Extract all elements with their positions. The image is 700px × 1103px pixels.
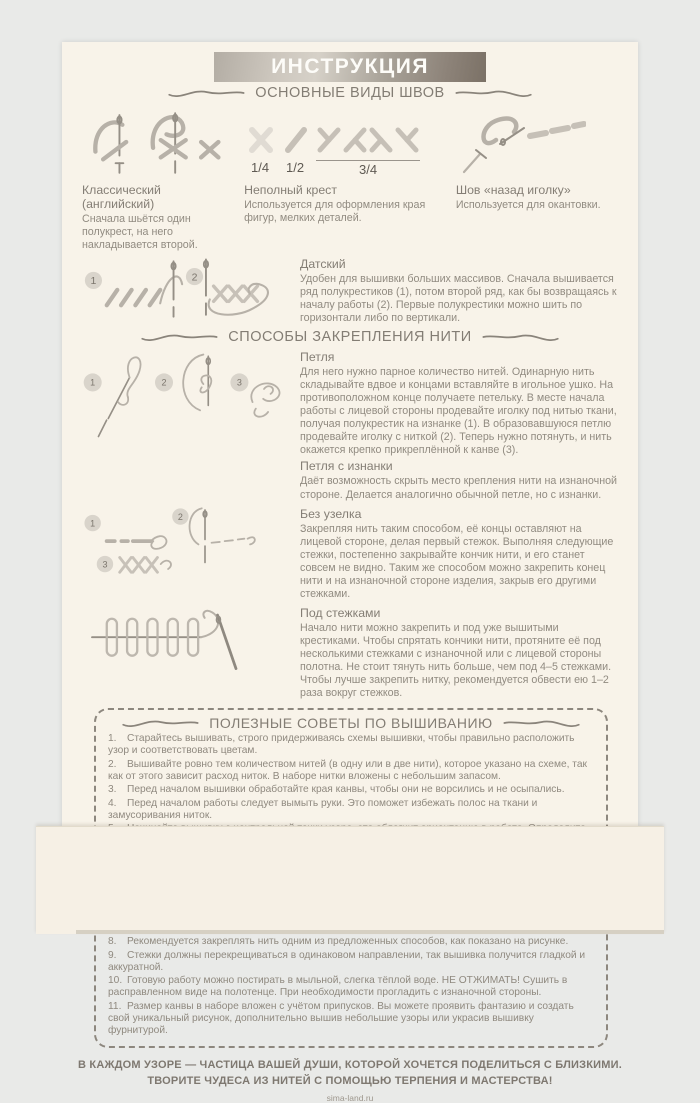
secure-title: Без узелка [300,506,362,521]
section-heading-tips [108,715,594,731]
partial-cross-diagram [244,122,424,156]
tip-item: 4. Перед началом работы следует вымыть руки. Это поможет избежать полос на ткани и замусоривания ниток. [108,797,538,821]
tip-item: 9. Стежки должны перекрещиваться в одинаковом направлении, так вышивка получится гладкой и аккуратной. [108,949,586,973]
stitch-text: Используется для окантовки. [455,199,601,211]
secure-no-knot [62,505,638,601]
fraction-quarter: 1/4 [251,160,270,175]
section-heading-securing [62,329,638,345]
step-badge: 1 [90,276,97,288]
tip-item: 2. Вышивайте ровно тем количеством нитей (в одну или в две нити), которое указано на схеме, так как от этого зависит расход ниток. В наборе нитки вложены с небольшим запасом. [108,758,587,782]
brand-url: sima-land.ru [326,1092,374,1103]
tip-item: 8. Рекомендуется закреплять нить одним из предложенных способов, как показано на рисунке. [108,936,569,948]
section-heading-label: ОСНОВНЫЕ ВИДЫ ШВОВ [255,85,445,101]
stitch-title: Шов «назад иголку» [455,183,571,197]
stitch-title: Неполный крест [244,183,337,197]
secure-text: Закрепляя нить таким способом, её концы оставляют на лицевой стороне, делая первый стежок. Выполняя следующие стежки, постепенно закрывайте кончик нити, и его станет совсем не видно. Таким же способом можно закрепить конец нити и на изнаночной стороне изделия, закрыв его другими стежками. [300,522,614,600]
secure-under-stitches [62,604,638,700]
footer-slogan-line: В КАЖДОМ УЗОРЕ — ЧАСТИЦА ВАШЕЙ ДУШИ, КОТОРОЙ ХОЧЕТСЯ ПОДЕЛИТЬСЯ С БЛИЗКИМИ. [78,1058,622,1071]
stitch-title: Классический (английский) [82,183,161,211]
title-banner [214,52,486,82]
flourish-icon [481,330,561,344]
secure-title: Под стежками [300,605,381,620]
secure-loop [62,348,638,501]
instruction-sheet [62,42,638,1103]
backstitch-diagram [456,110,586,178]
secure-text: Даёт возможность скрыть место крепления нити на изнаночной стороне. Делается аналогично обычной петле, но с изнанки. [300,475,618,501]
footer-slogan [62,1057,638,1090]
section-heading-label: ПОЛЕЗНЫЕ СОВЕТЫ ПО ВЫШИВАНИЮ [209,715,493,732]
secure-text: Начало нити можно закрепить и под уже вышитыми крестиками. Чтобы спрятать кончики нити, протяните её под несколькими стежками с изнаночной или с лицевой стороны полотна. Не стоит тянуть нить больше, чем под 4–5 стежками. Чтобы лучше закрепить нитку, рекомендуется обвести ею 1–2 раза вокруг стежков. [300,621,612,700]
stitch-text: Удобен для вышивки больших массивов. Сначала вышивается ряд полукрестиков (1), потом второй ряд, как бы возвращаясь к началу работы (2). Первые полукрестики можно шить по горизонтали либо по вертикали. [300,273,617,325]
stitch-danish [62,255,638,328]
secure-title: Петля с изнанки [300,459,393,474]
stitch-partial [232,106,452,252]
stitch-text: Сначала шьётся один полукрест, на него накладывается второй. [82,213,198,252]
folded-sheet-bottom [36,826,664,934]
step-badge: 1 [90,517,96,528]
stitch-text: Используется для оформления края фигур, мелких деталей. [244,199,426,225]
footer-slogan-line: ТВОРИТЕ ЧУДЕСА ИЗ НИТЕЙ С ПОМОЩЬЮ ТЕРПЕНИЯ И МАСТЕРСТВА! [147,1075,553,1087]
secure-text: Для него нужно парное количество нитей. Одинарную нить складывайте вдвое и концами вставляйте в игольное ушко. На противоположном конце получаете петельку. В месте начала работы с лицевой стороны продевайте иголку под нитью ткани, получая полукрестик на изнанке (1). В образовавшуюся петлю продевайте иголку с ниткой (2). Теперь нужно потянуть, и нить окажется крепко прикреплённой к канве (3). [300,366,617,457]
loop-fastening-diagram [82,348,287,448]
danish-stitch-diagram [82,255,287,323]
step-badge: 2 [161,377,167,388]
step-badge: 3 [236,377,242,388]
step-badge: 3 [102,558,108,569]
under-stitches-fastening-diagram [82,604,282,676]
tip-item: 3. Перед началом вышивки обработайте края канвы, чтобы они не ворсились и не осыпались. [108,784,565,796]
flourish-icon [502,716,582,730]
fraction-labels [244,158,424,178]
tip-item: 10. Готовую работу можно постирать в мыльной, слегка тёплой воде. НЕ ОТЖИМАТЬ! Сушить в расправленном виде на полотенце. При необходимости прогладить с изнаночной стороны. [108,975,568,999]
stitch-types-row [62,104,638,252]
fraction-half: 1/2 [286,160,305,175]
flourish-icon [120,716,200,730]
stitch-classic [82,106,232,252]
tip-item: 1. Старайтесь вышивать, строго придерживаясь схемы вышивки, чтобы правильно расположить узор и соответствовать цветам. [108,733,575,757]
flourish-icon [139,330,219,344]
tip-item: 11. Размер канвы в наборе вложен с учётом припусков. Вы можете проявить фантазию и создать свой уникальный рисунок, дополнительно вышив небольшие узоры или украсив вышивку фурнитурой. [108,1000,574,1036]
step-badge: 1 [90,377,96,388]
fraction-three-quarters: 3/4 [316,160,420,177]
stitch-title: Датский [300,257,346,272]
page-title: ИНСТРУКЦИЯ [271,55,429,78]
secure-title: Петля [300,350,335,365]
section-heading-label: СПОСОБЫ ЗАКРЕПЛЕНИЯ НИТИ [228,329,472,346]
flourish-icon [166,86,246,100]
stitch-backstitch [452,106,618,252]
step-badge: 2 [177,511,183,522]
step-badge: 2 [191,272,198,284]
flourish-icon [454,86,534,100]
section-heading-stitches [62,85,638,101]
no-knot-fastening-diagram [82,505,287,583]
classic-cross-stitch-diagram [82,108,226,178]
